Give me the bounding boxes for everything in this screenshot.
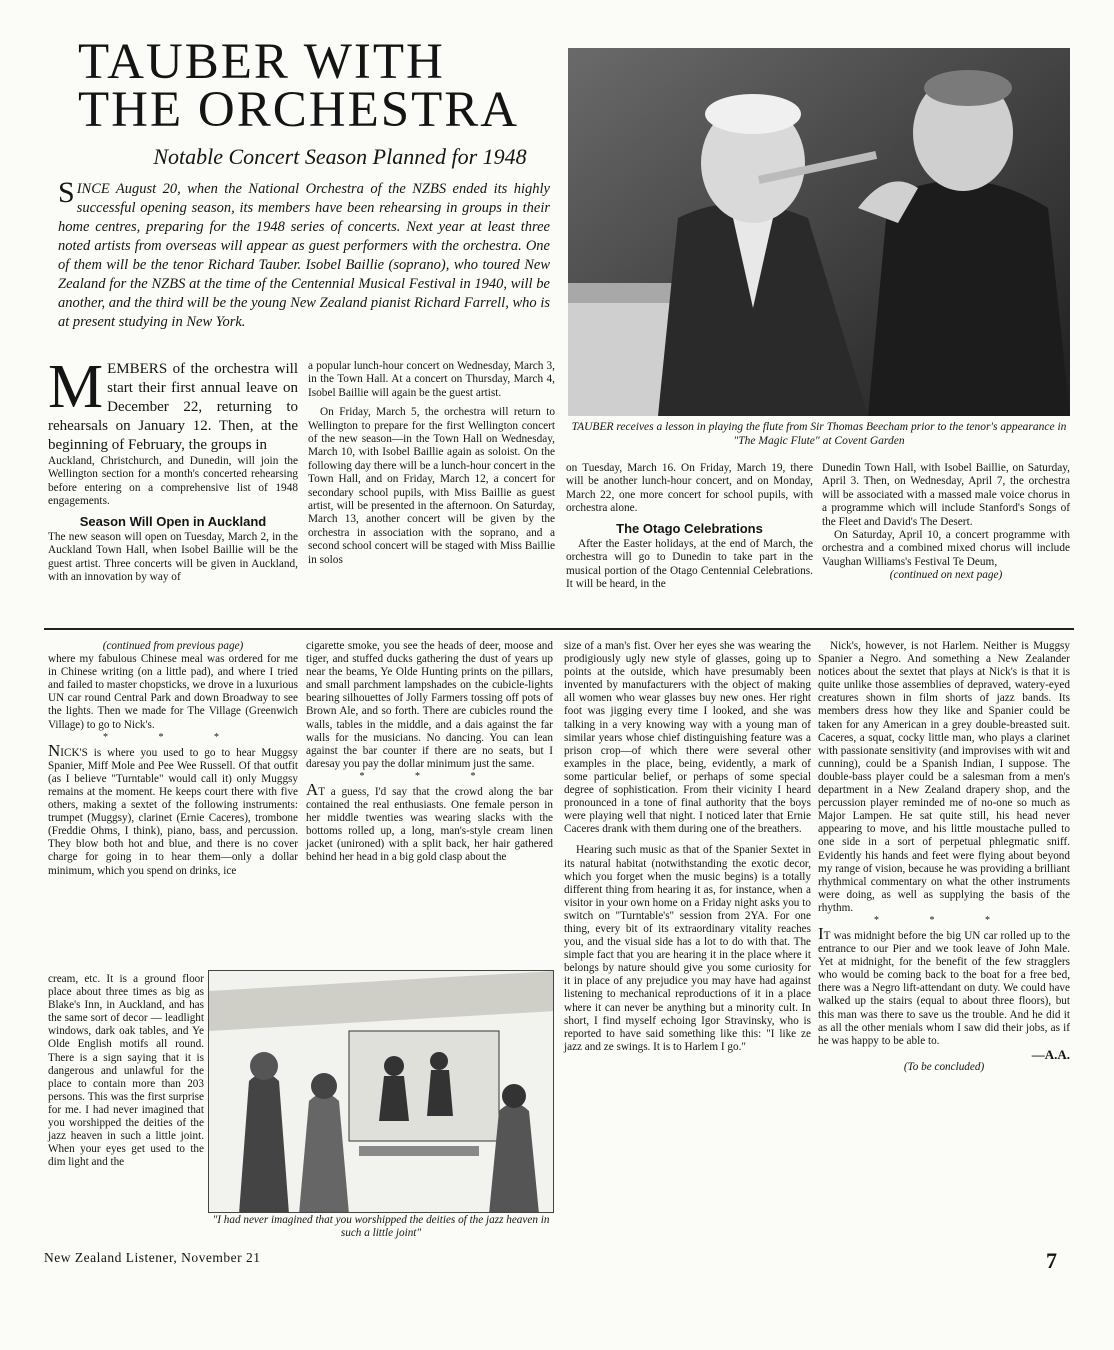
lower-column-2-para-1: cigarette smoke, you see the heads of deer, moose and tiger, and stuffed ducks gathering the dust of years up near the beams, Ye Olde Hunting prints on the pillars, and small parchment lampshades on the cubicle-lights bearing silhouettes of Jolly Farmers tossing off pots of Brown Ale, and so forth. There are cubicles round the walls, tables in the middle, and a dais against the far walls for the musicians. No dancing. You can lean against the bar counter if there are no seats, but I daresay you pay the dollar minimum just the same. — [306, 640, 553, 770]
lower-column-4 — [818, 640, 1070, 1074]
article-column-4 — [822, 462, 1070, 583]
title-line-2: THE ORCHESTRA — [78, 82, 520, 138]
column-3-text: on Tuesday, March 16. On Friday, March 19, there will be another lunch-hour concert, and on Monday, March 22, one more concert for school pupils, with orchestra alone. — [566, 462, 813, 515]
photo-illustration — [568, 48, 1070, 416]
column-4-text: Dunedin Town Hall, with Isobel Baillie, on Saturday, April 3. Then, on Wednesday, April 7, the orchestra will be associated with a massed male voice chorus in a programme which will include Stanford's Songs of the Fleet and David's The Desert. — [822, 462, 1070, 528]
lower-column-3 — [564, 640, 811, 1054]
page-number: 7 — [1046, 1248, 1057, 1273]
to-be-concluded-note: (To be concluded) — [903, 1060, 985, 1073]
section-stars-2: * * * — [359, 770, 500, 782]
continued-next-note: (continued on next page) — [889, 569, 1003, 582]
column-1-text: Auckland, Christchurch, and Dunedin, will join the Wellington section for a month's concerted rehearsing before entering on a comprehensive list of 1948 engagements. — [48, 455, 298, 508]
tauber-beecham-photo — [568, 48, 1070, 416]
article-column-1 — [48, 353, 298, 585]
column-1-lead — [48, 353, 298, 455]
lower-column-2-para-2: T a guess, I'd say that the crowd along the bar contained the real enthusiasts. One female person in her middle twenties was wearing slacks with the bottoms rolled up, a long, man's-style cream linen jacket (unironed) with a split back, her hair gathered behind her head in a big gold clasp about the — [306, 785, 553, 864]
lead-text: INCE August 20, when the National Orchestra of the NZBS ended its highly successful opening season, its members have been rehearsing in groups in their home centres, preparing for the 1948 series of concerts. Next year at least three noted artists from overseas will appear as guest performers with the orchestra. One of them will be the tenor Richard Tauber. Isobel Baillie (soprano), who toured New Zealand for the NZBS at the time of the Centennial Musical Festival in 1940, will be another, and the third will be the young New Zealand pianist Richard Farrell, who is at present studying in New York. — [58, 181, 550, 330]
lower-column-2-dropcap: A — [306, 779, 319, 799]
subhead-otago: The Otago Celebrations — [616, 520, 763, 536]
article-column-3 — [566, 462, 813, 592]
illustration-caption: "I had never imagined that you worshipped the deities of the jazz heaven in such a little joint" — [212, 1214, 550, 1239]
continued-prev-note: (continued from previous page) — [102, 640, 244, 652]
lower-column-4-dropcap: I — [818, 923, 824, 943]
column-1-big-text: EMBERS of the orchestra will start their first annual leave on December 22, returning to rehearsals on January 12. Then, at the beginning of February, the groups in — [48, 361, 298, 453]
column-3-text-2: After the Easter holidays, at the end of March, the orchestra will go to Dunedin to take part in the musical portion of the Otago Centennial Celebrations. It will be heard, in the — [566, 538, 813, 591]
subhead-auckland: Season Will Open in Auckland — [79, 513, 267, 529]
lower-column-2 — [306, 640, 553, 865]
lower-column-1-dropcap: N — [48, 740, 61, 760]
column-1-dropcap: M — [48, 353, 104, 421]
lead-paragraph — [58, 176, 550, 332]
publication-footer: New Zealand Listener, November 21 — [44, 1250, 261, 1265]
lower-column-1-para-2: ICK'S is where you used to go to hear Muggsy Spanier, Miff Mole and Pee Wee Russell. Of that outfit (as I believe "Turntable" would call it) only Muggsy remains at the moment. He keeps court there with five others, making a sextet of the following instruments: trumpet (Muggsy), clarinet (Ernie Caceres), trombone (Freddie Ohms, I think), piano, bass, and percussion. They blow both hot and blue, and there is no cover charge for going in to hear them—only a dollar minimum, which you spend on drinks, ice — [48, 746, 298, 877]
column-2-text-2: On Friday, March 5, the orchestra will return to Wellington to prepare for the first Wellington concert of the new season—in the Town Hall on Wednesday, March 10, with Isobel Baillie again as soloist. On the following day there will be a lunch-hour concert in the Town Hall, and on Friday, March 12, a concert for secondary school pupils, with Miss Baillie as guest artist, will be presented in the afternoon. On Saturday, March 13, another concert will be given by the orchestra in association with the soprano, and a second school concert will be staged with Miss Baillie in solos — [308, 406, 555, 566]
lower-column-3-para-2: Hearing such music as that of the Spanier Sextet in its natural habitat (notwithstanding the exotic decor, which you forget when the music begins) is a totally different thing from hearing it as, for instance, when a visitor in your own home on a Friday night asks you to switch on "Turntable's" session from 2YA. For one thing, every bit of its extraordinary vitality reaches you, and the visual side has a lot to do with that. The simple fact that you are hearing it in the place where it belongs by nature should give you some curiosity for it in place of any prejudice you may have had against listening to mechanical reproductions of it in a place where it can never be anything but a minority cult. In short, I find myself echoing Igor Stravinsky, who is reported to have said something like this: "I like ze jazz and ze swings. It is to Harlem I go." — [564, 844, 811, 1053]
section-divider — [44, 628, 1074, 630]
column-1-text-2: The new season will open on Tuesday, March 2, in the Auckland Town Hall, when Isobel Baillie will be the guest artist. Three concerts will be given in Auckland, with an innovation by way of — [48, 531, 298, 584]
lower-column-1-para-1: where my fabulous Chinese meal was ordered for me in Chinese writing (on a little pad), and where I tried and failed to master chopsticks, we drove in a luxurious UN car round Central Park and down Broadway to see the lights. Then we made for The Village (Greenwich Village) to go to Nick's. — [48, 653, 298, 731]
photo-caption: TAUBER receives a lesson in playing the flute from Sir Thomas Beecham prior to the tenor's appearance in "The Magic Flute" at Covent Garden — [571, 421, 1067, 447]
lower-column-4-para-1: Nick's, however, is not Harlem. Neither is Muggsy Spanier a Negro. And something a New Zealander notices about the sextet that plays at Nick's is that it is quite unlike those assemblies of depraved, watery-eyed creatures shown in film shorts of jazz bands. Its members dress how they like and Spanier could be taken for any American in a grey double-breasted suit. Caceres, a squat, cocky little man, who plays a clarinet with passionate sensitivity (and improvises with wit and cunning), could be a Spanish Indian, I suppose. The double-bass player could be a salesman from a men's department in a New Zealand drapery shop, and the percussion player reminded me of no-one so much as Major Lampen. He sat quite still, his head never appearing to move, and his little moustache pulled to one side in a sort of perpetual phlegmatic sniff. Evidently his hands and feet were flying about beyond my range of vision, because he was providing a brilliant rhythmical commentary on what the other instruments were doing, as well as supplying the basis of the rhythm. — [818, 640, 1070, 914]
lead-dropcap: S — [58, 176, 75, 209]
lower-column-1-continued: cream, etc. It is a ground floor place about three times as big as Blake's Inn, in Auckland, and has the same sort of decor — leadlight windows, dark oak tables, and Ye Olde English motifs all round. There is a sign saying that it is dangerous and unlawful for the place to contain more than 203 persons. This was the first surprise for me. I had never imagined that you worshipped the deities of the jazz heaven in such a little joint. When your eyes get used to the dim light and the — [48, 973, 204, 1169]
jazz-club-illustration — [208, 970, 554, 1213]
column-4-text-2: On Saturday, April 10, a concert programme with orchestra and a combined mixed chorus will include Vaughan Williams's Festival Te Deum, — [822, 529, 1070, 568]
article-title — [78, 34, 558, 138]
section-stars: * * * — [103, 731, 243, 743]
article-column-2 — [308, 360, 555, 567]
lower-column-4-para-2: T was midnight before the big UN car rolled up to the entrance to our Pier and we took leave of John Male. Yet at midnight, for the benefit of the few stragglers who would be coming back to the boat for a free bed, there was a Negro lift-attendant on duty. We could have walked up the stairs (equal to about three floors), but this man was there to save us the trouble. And he did it as all the other menials whom I saw did their jobs, as if he was happy to be able to. — [818, 929, 1070, 1047]
column-2-text: a popular lunch-hour concert on Wednesday, March 3, in the Town Hall. At a concert on Thursday, March 4, Isobel Baillie will again be the guest artist. — [308, 360, 555, 399]
author-signature: —A.A. — [1031, 1046, 1070, 1062]
article-subtitle: Notable Concert Season Planned for 1948 — [153, 144, 527, 169]
illustration-drawing — [209, 971, 554, 1213]
title-line-1: TAUBER WITH — [78, 34, 445, 90]
lower-column-3-para-1: size of a man's fist. Over her eyes she was wearing the prodigiously ugly new style of glasses, going up to points at the outside, which have presumably been invented by manufacturers with the object of making all women who wear glasses buy new ones. Her right foot was jigging every time I looked, and she was talking in a very knowing way with a young man of similar years whose chief distinguishing feature was a prison crop—of which there were several other examples in the place, being, evidently, a mark of some particular belief, or perhaps of some special degree of sophistication. From their vicinity I heard pronounced in a tone of final authority that the boys were playing well that night. I noticed later that Ernie Caceres drank with them during one of the breathers. — [564, 640, 811, 836]
lower-column-1 — [48, 640, 298, 878]
section-stars-3: * * * — [874, 914, 1014, 926]
